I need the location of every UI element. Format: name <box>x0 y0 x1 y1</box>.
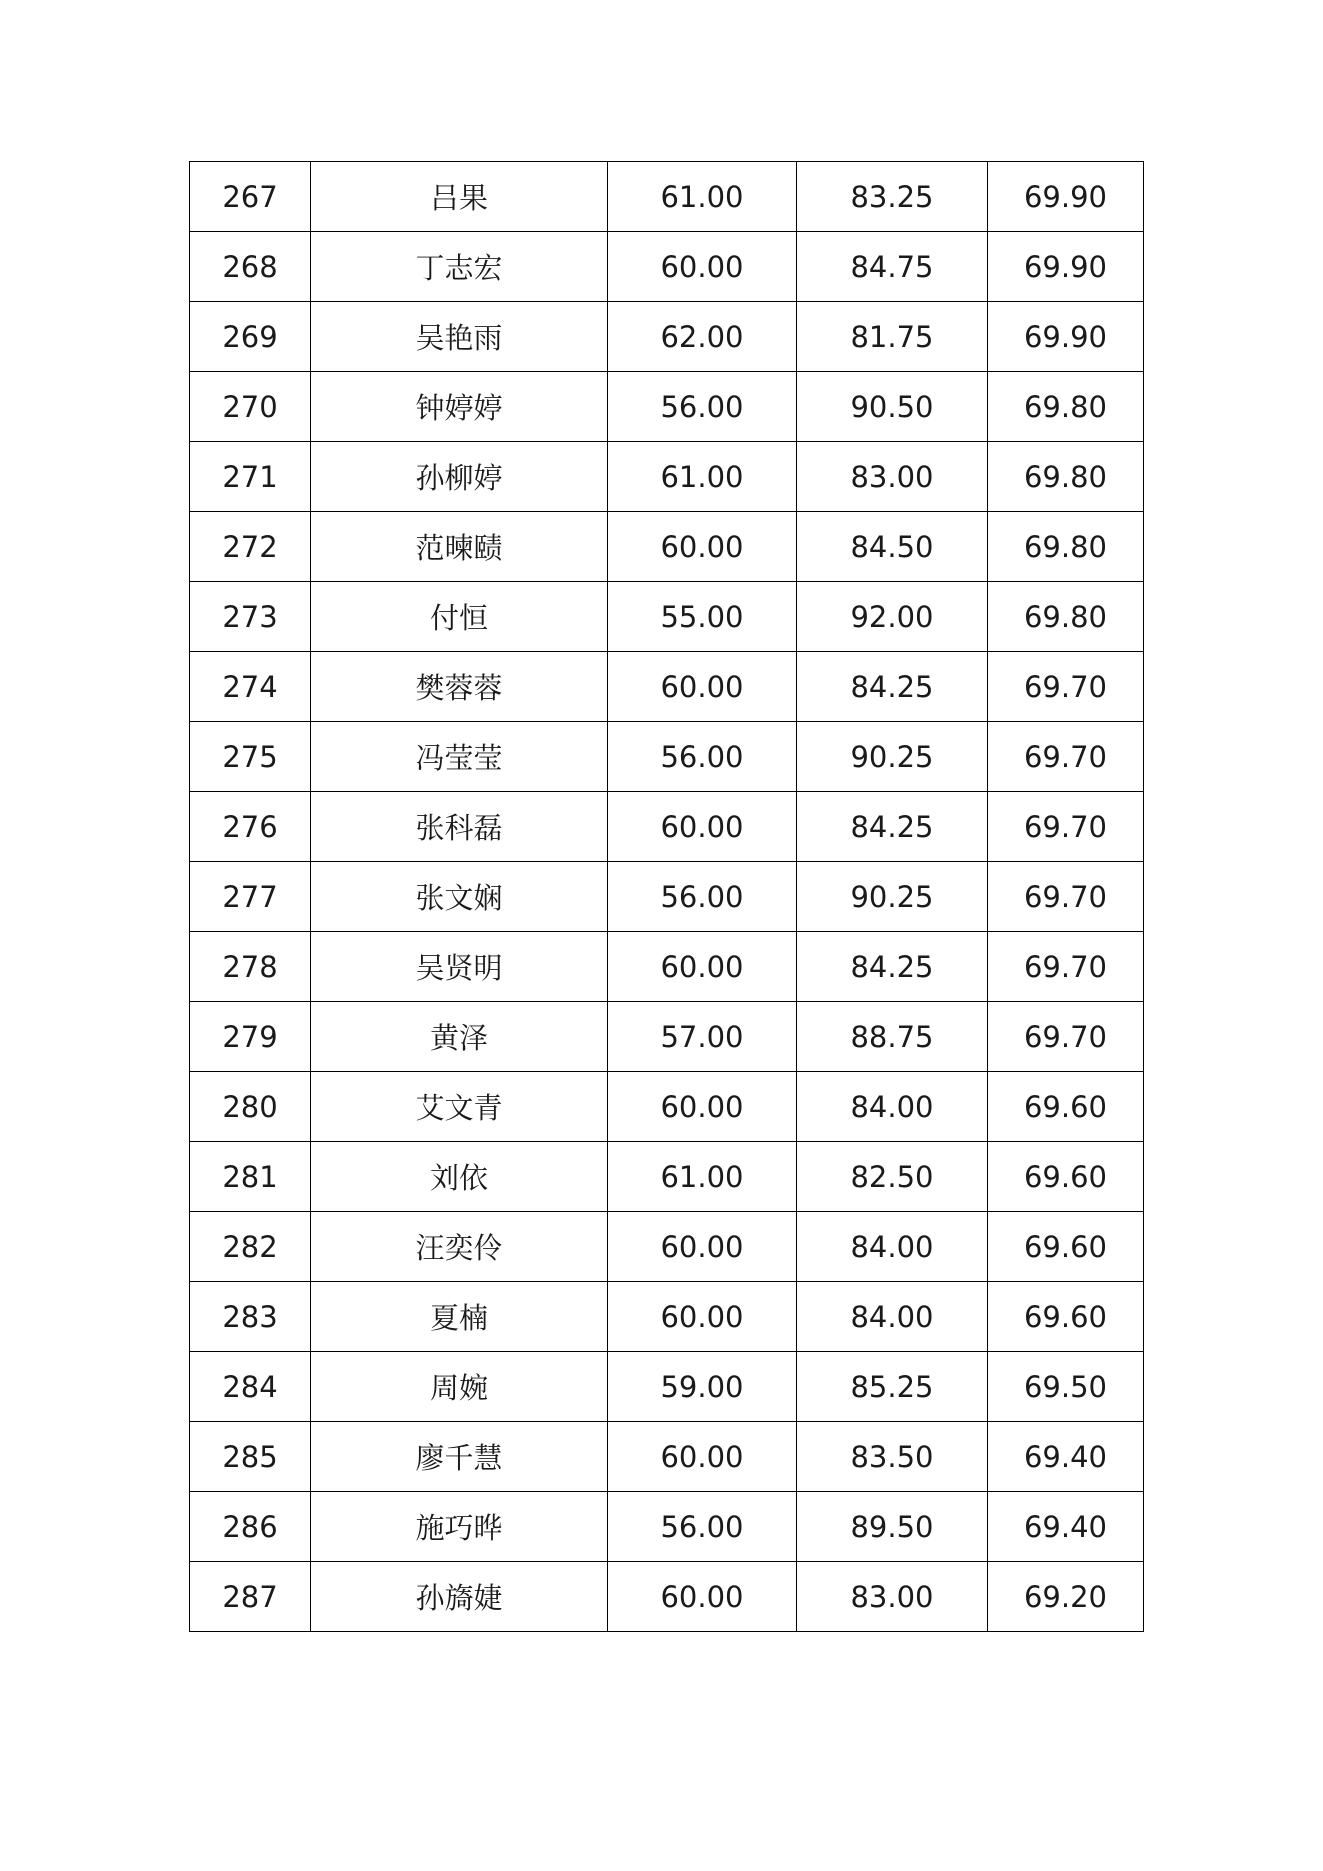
table-row <box>190 1002 1144 1072</box>
name-cell: 张科磊 <box>311 792 608 862</box>
name-cell: 吕果 <box>311 162 608 232</box>
rank-cell: 285 <box>190 1422 311 1492</box>
interview-score-cell: 84.25 <box>797 792 988 862</box>
interview-score-cell: 84.25 <box>797 932 988 1002</box>
written-score-cell: 60.00 <box>608 652 797 722</box>
total-score-cell: 69.90 <box>988 162 1144 232</box>
table-row <box>190 1562 1144 1632</box>
table-row <box>190 1492 1144 1562</box>
total-score-cell: 69.90 <box>988 232 1144 302</box>
table-row <box>190 1072 1144 1142</box>
name-cell: 冯莹莹 <box>311 722 608 792</box>
table-row <box>190 372 1144 442</box>
total-score-cell: 69.60 <box>988 1072 1144 1142</box>
interview-score-cell: 83.50 <box>797 1422 988 1492</box>
name-cell: 廖千慧 <box>311 1422 608 1492</box>
written-score-cell: 56.00 <box>608 372 797 442</box>
total-score-cell: 69.60 <box>988 1142 1144 1212</box>
rank-cell: 276 <box>190 792 311 862</box>
name-cell: 周婉 <box>311 1352 608 1422</box>
written-score-cell: 60.00 <box>608 932 797 1002</box>
rank-cell: 273 <box>190 582 311 652</box>
total-score-cell: 69.40 <box>988 1492 1144 1562</box>
interview-score-cell: 84.00 <box>797 1072 988 1142</box>
written-score-cell: 59.00 <box>608 1352 797 1422</box>
name-cell: 付恒 <box>311 582 608 652</box>
rank-cell: 270 <box>190 372 311 442</box>
total-score-cell: 69.50 <box>988 1352 1144 1422</box>
rank-cell: 278 <box>190 932 311 1002</box>
name-cell: 钟婷婷 <box>311 372 608 442</box>
name-cell: 施巧晔 <box>311 1492 608 1562</box>
rank-cell: 279 <box>190 1002 311 1072</box>
rank-cell: 277 <box>190 862 311 932</box>
rank-cell: 281 <box>190 1142 311 1212</box>
total-score-cell: 69.90 <box>988 302 1144 372</box>
rank-cell: 284 <box>190 1352 311 1422</box>
table-row <box>190 302 1144 372</box>
rank-cell: 269 <box>190 302 311 372</box>
rank-cell: 272 <box>190 512 311 582</box>
interview-score-cell: 88.75 <box>797 1002 988 1072</box>
table-row <box>190 1212 1144 1282</box>
interview-score-cell: 84.00 <box>797 1282 988 1352</box>
written-score-cell: 56.00 <box>608 722 797 792</box>
rank-cell: 271 <box>190 442 311 512</box>
interview-score-cell: 85.25 <box>797 1352 988 1422</box>
total-score-cell: 69.70 <box>988 862 1144 932</box>
total-score-cell: 69.60 <box>988 1282 1144 1352</box>
name-cell: 吴艳雨 <box>311 302 608 372</box>
interview-score-cell: 82.50 <box>797 1142 988 1212</box>
written-score-cell: 61.00 <box>608 442 797 512</box>
written-score-cell: 61.00 <box>608 1142 797 1212</box>
written-score-cell: 60.00 <box>608 1212 797 1282</box>
total-score-cell: 69.70 <box>988 722 1144 792</box>
rank-cell: 280 <box>190 1072 311 1142</box>
table-row <box>190 512 1144 582</box>
rank-cell: 274 <box>190 652 311 722</box>
total-score-cell: 69.70 <box>988 932 1144 1002</box>
interview-score-cell: 84.75 <box>797 232 988 302</box>
table-row <box>190 442 1144 512</box>
total-score-cell: 69.80 <box>988 512 1144 582</box>
total-score-cell: 69.70 <box>988 652 1144 722</box>
interview-score-cell: 83.25 <box>797 162 988 232</box>
name-cell: 孙柳婷 <box>311 442 608 512</box>
interview-score-cell: 83.00 <box>797 442 988 512</box>
written-score-cell: 60.00 <box>608 1282 797 1352</box>
table-row <box>190 582 1144 652</box>
interview-score-cell: 90.25 <box>797 862 988 932</box>
name-cell: 汪奕伶 <box>311 1212 608 1282</box>
table-row <box>190 862 1144 932</box>
interview-score-cell: 90.50 <box>797 372 988 442</box>
total-score-cell: 69.70 <box>988 1002 1144 1072</box>
name-cell: 张文娴 <box>311 862 608 932</box>
written-score-cell: 56.00 <box>608 1492 797 1562</box>
total-score-cell: 69.40 <box>988 1422 1144 1492</box>
rank-cell: 275 <box>190 722 311 792</box>
name-cell: 夏楠 <box>311 1282 608 1352</box>
written-score-cell: 60.00 <box>608 232 797 302</box>
table-row <box>190 1282 1144 1352</box>
name-cell: 范暕赜 <box>311 512 608 582</box>
name-cell: 孙旖婕 <box>311 1562 608 1632</box>
written-score-cell: 60.00 <box>608 512 797 582</box>
table-row <box>190 722 1144 792</box>
total-score-cell: 69.80 <box>988 582 1144 652</box>
written-score-cell: 55.00 <box>608 582 797 652</box>
written-score-cell: 57.00 <box>608 1002 797 1072</box>
table-row <box>190 1352 1144 1422</box>
table-row <box>190 652 1144 722</box>
rank-cell: 267 <box>190 162 311 232</box>
written-score-cell: 60.00 <box>608 1072 797 1142</box>
name-cell: 黄泽 <box>311 1002 608 1072</box>
score-table-body <box>190 162 1144 1632</box>
score-table <box>189 161 1144 1632</box>
total-score-cell: 69.60 <box>988 1212 1144 1282</box>
name-cell: 艾文青 <box>311 1072 608 1142</box>
total-score-cell: 69.80 <box>988 372 1144 442</box>
table-row <box>190 1142 1144 1212</box>
rank-cell: 286 <box>190 1492 311 1562</box>
interview-score-cell: 90.25 <box>797 722 988 792</box>
name-cell: 樊蓉蓉 <box>311 652 608 722</box>
rank-cell: 287 <box>190 1562 311 1632</box>
written-score-cell: 60.00 <box>608 1422 797 1492</box>
table-row <box>190 792 1144 862</box>
interview-score-cell: 84.25 <box>797 652 988 722</box>
interview-score-cell: 84.00 <box>797 1212 988 1282</box>
interview-score-cell: 84.50 <box>797 512 988 582</box>
interview-score-cell: 92.00 <box>797 582 988 652</box>
rank-cell: 268 <box>190 232 311 302</box>
written-score-cell: 60.00 <box>608 1562 797 1632</box>
rank-cell: 283 <box>190 1282 311 1352</box>
table-row <box>190 162 1144 232</box>
name-cell: 丁志宏 <box>311 232 608 302</box>
written-score-cell: 62.00 <box>608 302 797 372</box>
interview-score-cell: 89.50 <box>797 1492 988 1562</box>
name-cell: 刘依 <box>311 1142 608 1212</box>
table-row <box>190 932 1144 1002</box>
written-score-cell: 60.00 <box>608 792 797 862</box>
written-score-cell: 61.00 <box>608 162 797 232</box>
table-row <box>190 232 1144 302</box>
name-cell: 吴贤明 <box>311 932 608 1002</box>
total-score-cell: 69.80 <box>988 442 1144 512</box>
written-score-cell: 56.00 <box>608 862 797 932</box>
interview-score-cell: 81.75 <box>797 302 988 372</box>
total-score-cell: 69.20 <box>988 1562 1144 1632</box>
table-row <box>190 1422 1144 1492</box>
rank-cell: 282 <box>190 1212 311 1282</box>
interview-score-cell: 83.00 <box>797 1562 988 1632</box>
total-score-cell: 69.70 <box>988 792 1144 862</box>
